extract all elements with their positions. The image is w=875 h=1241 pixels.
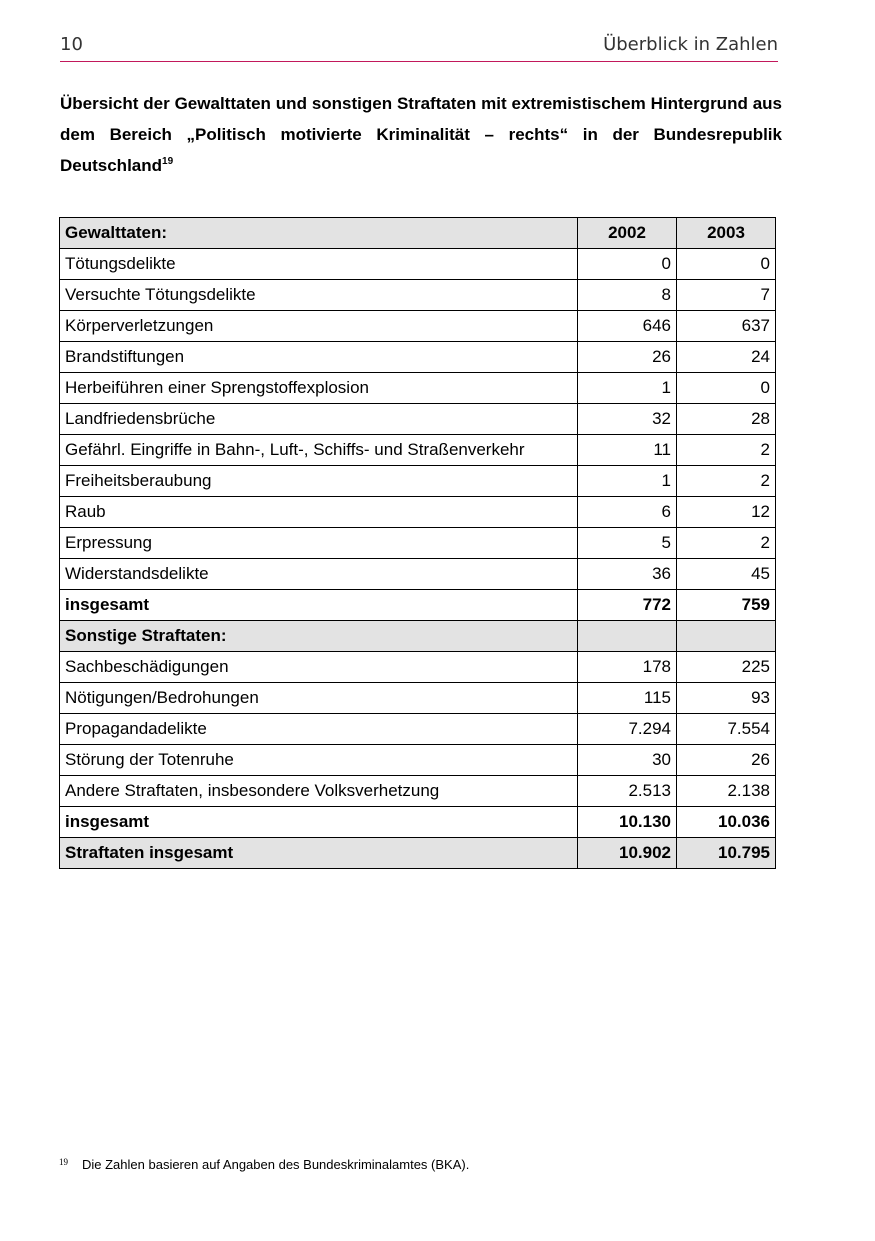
row-value-2003: 28: [677, 404, 776, 435]
row-value-2002: 646: [578, 311, 677, 342]
other-rows: [60, 652, 776, 807]
table-row: [60, 342, 776, 373]
table-row: [60, 404, 776, 435]
table-row: [60, 528, 776, 559]
row-value-2003: 93: [677, 683, 776, 714]
document-title: [60, 88, 782, 181]
footnote-text: Die Zahlen basieren auf Angaben des Bundeskriminalamtes (BKA).: [82, 1157, 470, 1172]
row-label: Tötungsdelikte: [60, 249, 578, 280]
row-label: Herbeiführen einer Sprengstoffexplosion: [60, 373, 578, 404]
table-row: [60, 249, 776, 280]
row-value-2003: 7.554: [677, 714, 776, 745]
row-value-2003: 2: [677, 435, 776, 466]
running-title: Überblick in Zahlen: [603, 34, 778, 55]
table-row: [60, 466, 776, 497]
row-value-2002: 8: [578, 280, 677, 311]
row-value-2003: 0: [677, 373, 776, 404]
row-value-2002: 1: [578, 466, 677, 497]
row-value-2002: 772: [578, 590, 677, 621]
row-value-2003: 7: [677, 280, 776, 311]
table-row: [60, 559, 776, 590]
row-value-2002: 115: [578, 683, 677, 714]
row-value-2002: 0: [578, 249, 677, 280]
row-label: Gefährl. Eingriffe in Bahn-, Luft-, Schiffs- und Straßenverkehr: [60, 435, 578, 466]
row-label: Erpressung: [60, 528, 578, 559]
row-value-2003: 2.138: [677, 776, 776, 807]
row-label: Brandstiftungen: [60, 342, 578, 373]
row-value-2002: 6: [578, 497, 677, 528]
other-header-row: [60, 621, 776, 652]
title-text: Übersicht der Gewalttaten und sonstigen Straftaten mit extremistischem Hintergrund aus dem Bereich „Politisch motivierte Kriminalität – rechts“ in der Bundesrepublik Deutschland: [60, 94, 782, 175]
row-label: insgesamt: [60, 590, 578, 621]
page-number: 10: [60, 34, 83, 55]
row-value-2003: 26: [677, 745, 776, 776]
row-label: Freiheitsberaubung: [60, 466, 578, 497]
row-value-2002: 30: [578, 745, 677, 776]
row-value-2003: 45: [677, 559, 776, 590]
row-label: Versuchte Tötungsdelikte: [60, 280, 578, 311]
footnote-number: 19: [59, 1157, 68, 1167]
row-label: Straftaten insgesamt: [60, 838, 578, 869]
row-label: Andere Straftaten, insbesondere Volksverhetzung: [60, 776, 578, 807]
row-value-2003: 0: [677, 249, 776, 280]
violent-rows: [60, 249, 776, 590]
footnote: [59, 1157, 469, 1172]
table-row: [60, 497, 776, 528]
table-row: [60, 714, 776, 745]
title-footnote-ref: 19: [162, 156, 174, 167]
row-label: Sonstige Straftaten:: [60, 621, 578, 652]
row-value-2002: [578, 621, 677, 652]
header-year-2003: 2003: [677, 218, 776, 249]
header-year-2002: 2002: [578, 218, 677, 249]
row-value-2002: 2.513: [578, 776, 677, 807]
row-value-2002: 11: [578, 435, 677, 466]
row-label: Nötigungen/Bedrohungen: [60, 683, 578, 714]
row-value-2002: 7.294: [578, 714, 677, 745]
row-value-2002: 5: [578, 528, 677, 559]
violent-total-row: [60, 590, 776, 621]
row-label: Störung der Totenruhe: [60, 745, 578, 776]
row-label: Körperverletzungen: [60, 311, 578, 342]
table-row: [60, 435, 776, 466]
row-value-2003: 10.036: [677, 807, 776, 838]
table-row: [60, 373, 776, 404]
row-value-2003: 225: [677, 652, 776, 683]
table-row: [60, 311, 776, 342]
header-label: Gewalttaten:: [60, 218, 578, 249]
table-row: [60, 745, 776, 776]
row-label: Widerstandsdelikte: [60, 559, 578, 590]
table-row: [60, 776, 776, 807]
row-label: Sachbeschädigungen: [60, 652, 578, 683]
row-value-2003: 759: [677, 590, 776, 621]
row-label: Landfriedensbrüche: [60, 404, 578, 435]
statistics-table: [59, 217, 776, 869]
table-row: [60, 652, 776, 683]
row-value-2003: 2: [677, 528, 776, 559]
row-value-2002: 36: [578, 559, 677, 590]
row-value-2003: [677, 621, 776, 652]
row-label: insgesamt: [60, 807, 578, 838]
table-row: [60, 683, 776, 714]
row-value-2002: 32: [578, 404, 677, 435]
row-value-2003: 12: [677, 497, 776, 528]
row-value-2002: 10.902: [578, 838, 677, 869]
row-value-2002: 10.130: [578, 807, 677, 838]
row-label: Raub: [60, 497, 578, 528]
row-value-2003: 24: [677, 342, 776, 373]
row-value-2002: 1: [578, 373, 677, 404]
table-row: [60, 280, 776, 311]
row-value-2002: 26: [578, 342, 677, 373]
row-value-2003: 10.795: [677, 838, 776, 869]
row-value-2003: 637: [677, 311, 776, 342]
other-total-row: [60, 807, 776, 838]
row-label: Propagandadelikte: [60, 714, 578, 745]
row-value-2002: 178: [578, 652, 677, 683]
row-value-2003: 2: [677, 466, 776, 497]
page-header: [60, 34, 778, 62]
grand-total-row: [60, 838, 776, 869]
table-header-row: [60, 218, 776, 249]
